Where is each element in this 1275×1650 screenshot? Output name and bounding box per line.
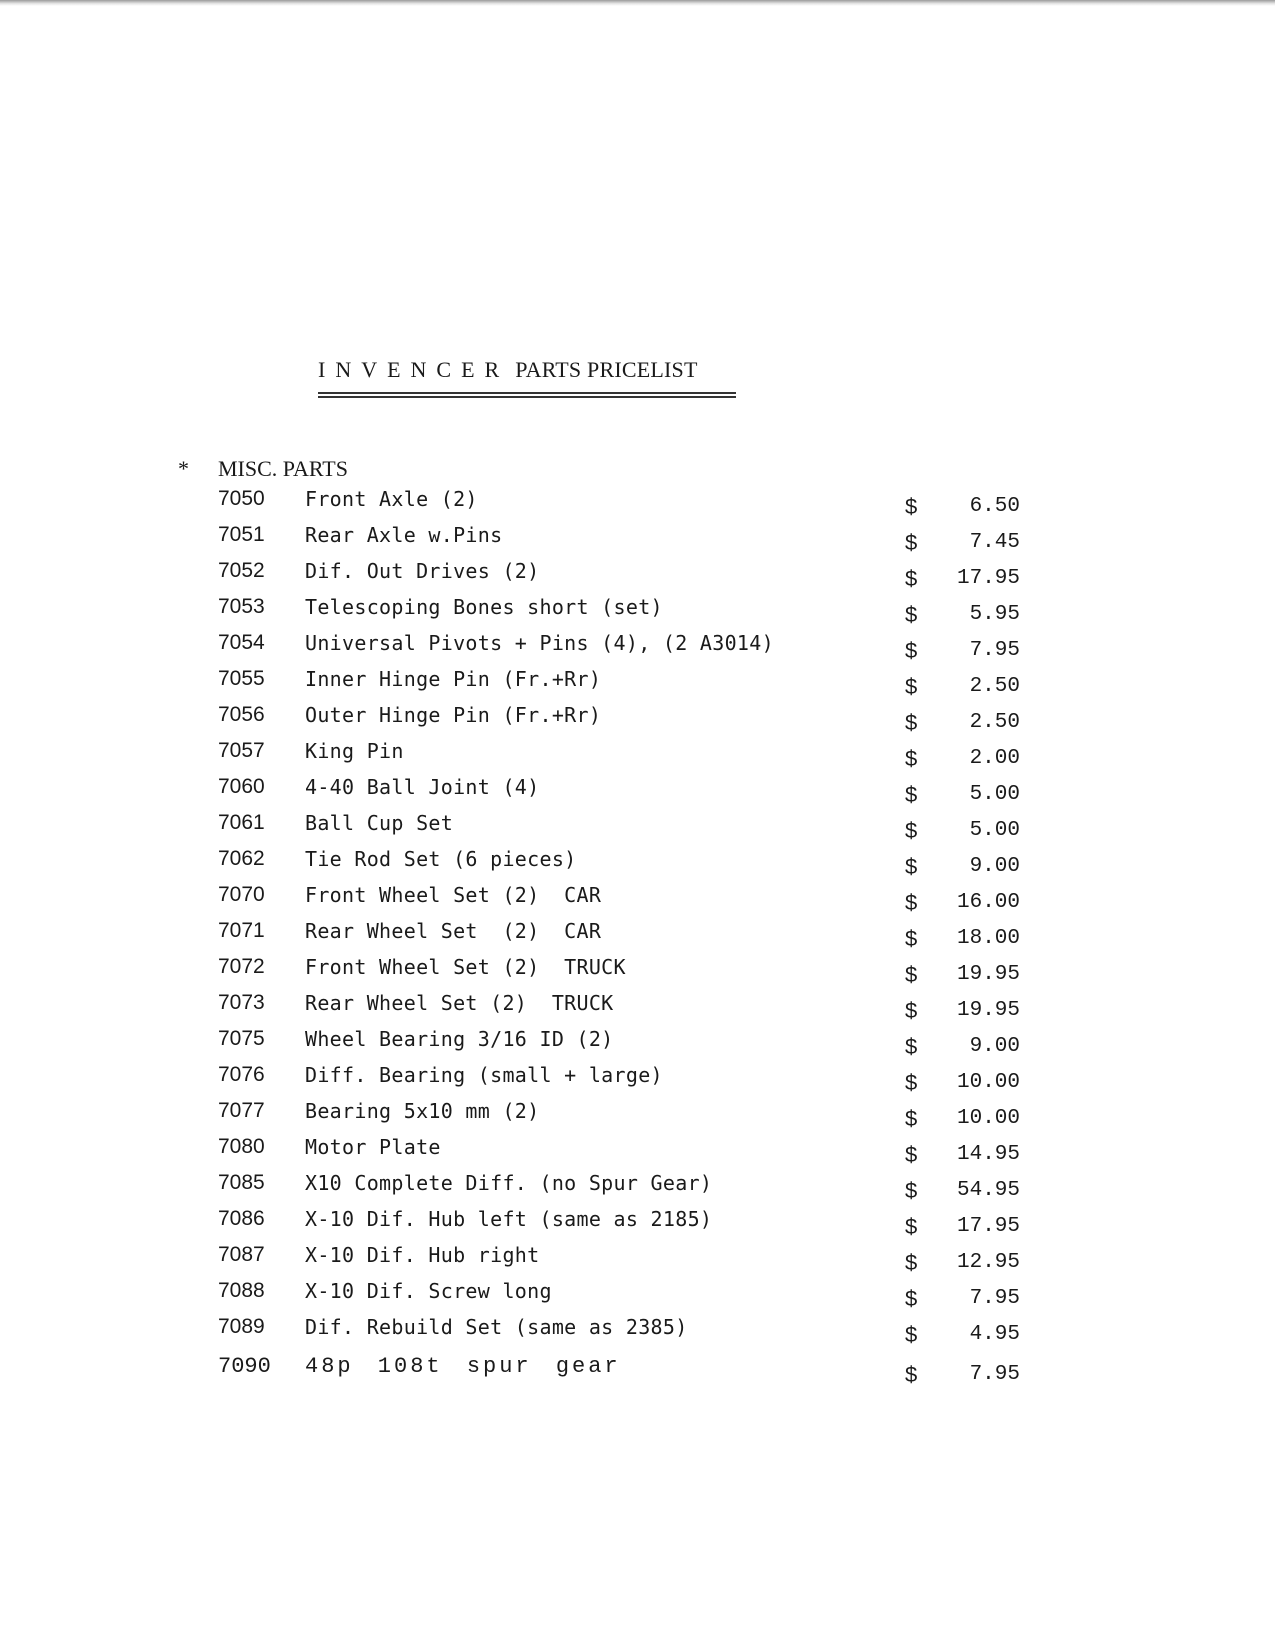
- part-description: X10 Complete Diff. (no Spur Gear): [305, 1171, 713, 1195]
- part-code: 7085: [218, 1171, 265, 1194]
- title-brand: INVENCER: [318, 357, 510, 382]
- part-price: 7.45: [969, 531, 1020, 554]
- part-row: [0, 1350, 1275, 1387]
- part-price: 4.95: [969, 1323, 1020, 1346]
- currency-symbol: $: [905, 818, 918, 843]
- part-code: 7050: [218, 487, 265, 510]
- part-description: Inner Hinge Pin (Fr.+Rr): [305, 667, 602, 691]
- part-code: 7061: [218, 811, 265, 834]
- currency-symbol: $: [905, 1322, 918, 1347]
- part-code: 7076: [218, 1063, 265, 1086]
- part-row: [0, 770, 1275, 807]
- part-price: 54.95: [956, 1179, 1020, 1202]
- part-price: 19.95: [956, 999, 1020, 1022]
- part-description: Ball Cup Set: [305, 811, 454, 835]
- part-price: 7.95: [969, 1287, 1020, 1310]
- part-row: [0, 482, 1275, 519]
- part-description: Front Axle (2): [305, 487, 478, 511]
- part-description: Tie Rod Set (6 pieces): [305, 847, 577, 871]
- part-description: Diff. Bearing (small + large): [305, 1063, 663, 1087]
- part-description: Wheel Bearing 3/16 ID (2): [305, 1027, 614, 1051]
- currency-symbol: $: [905, 1142, 918, 1167]
- part-price: 5.00: [969, 819, 1020, 842]
- part-price: 2.00: [969, 747, 1020, 770]
- part-price: 5.95: [969, 603, 1020, 626]
- part-code: 7090: [218, 1354, 271, 1379]
- part-code: 7057: [218, 739, 265, 762]
- part-code: 7077: [218, 1099, 265, 1122]
- part-price: 7.95: [969, 1363, 1020, 1386]
- part-description: Rear Wheel Set (2) CAR: [305, 919, 602, 943]
- part-description: Front Wheel Set (2) CAR: [305, 883, 602, 907]
- part-price: 17.95: [956, 1215, 1020, 1238]
- currency-symbol: $: [905, 1286, 918, 1311]
- part-code: 7062: [218, 847, 265, 870]
- part-price: 16.00: [956, 891, 1020, 914]
- part-description: Front Wheel Set (2) TRUCK: [305, 955, 626, 979]
- part-row: [0, 1058, 1275, 1095]
- part-row: [0, 1238, 1275, 1275]
- part-row: [0, 1202, 1275, 1239]
- part-code: 7052: [218, 559, 265, 582]
- part-row: [0, 1130, 1275, 1167]
- currency-symbol: $: [905, 1034, 918, 1059]
- currency-symbol: $: [905, 494, 918, 519]
- part-description: 48p 108t spur gear: [305, 1354, 621, 1379]
- currency-symbol: $: [905, 1362, 918, 1387]
- currency-symbol: $: [905, 962, 918, 987]
- part-code: 7056: [218, 703, 265, 726]
- part-description: Motor Plate: [305, 1135, 441, 1159]
- part-row: [0, 1310, 1275, 1347]
- part-row: [0, 698, 1275, 735]
- part-row: [0, 1274, 1275, 1311]
- part-row: [0, 842, 1275, 879]
- part-description: Outer Hinge Pin (Fr.+Rr): [305, 703, 602, 727]
- part-description: Bearing 5x10 mm (2): [305, 1099, 540, 1123]
- part-row: [0, 950, 1275, 987]
- part-price: 5.00: [969, 783, 1020, 806]
- part-price: 9.00: [969, 855, 1020, 878]
- part-description: Dif. Rebuild Set (same as 2385): [305, 1315, 688, 1339]
- currency-symbol: $: [905, 1070, 918, 1095]
- part-description: Telescoping Bones short (set): [305, 595, 663, 619]
- part-code: 7087: [218, 1243, 265, 1266]
- part-code: 7080: [218, 1135, 265, 1158]
- part-price: 18.00: [956, 927, 1020, 950]
- part-code: 7072: [218, 955, 265, 978]
- currency-symbol: $: [905, 854, 918, 879]
- part-code: 7055: [218, 667, 265, 690]
- currency-symbol: $: [905, 1106, 918, 1131]
- part-row: [0, 986, 1275, 1023]
- part-price: 7.95: [969, 639, 1020, 662]
- part-row: [0, 626, 1275, 663]
- part-row: [0, 662, 1275, 699]
- currency-symbol: $: [905, 602, 918, 627]
- part-row: [0, 1022, 1275, 1059]
- currency-symbol: $: [905, 1250, 918, 1275]
- part-description: X-10 Dif. Hub right: [305, 1243, 540, 1267]
- currency-symbol: $: [905, 890, 918, 915]
- part-code: 7075: [218, 1027, 265, 1050]
- part-price: 10.00: [956, 1071, 1020, 1094]
- part-row: [0, 914, 1275, 951]
- currency-symbol: $: [905, 530, 918, 555]
- currency-symbol: $: [905, 674, 918, 699]
- part-description: Universal Pivots + Pins (4), (2 A3014): [305, 631, 774, 655]
- part-description: Rear Wheel Set (2) TRUCK: [305, 991, 614, 1015]
- part-code: 7060: [218, 775, 265, 798]
- part-price: 14.95: [956, 1143, 1020, 1166]
- part-price: 2.50: [969, 711, 1020, 734]
- part-description: X-10 Dif. Screw long: [305, 1279, 552, 1303]
- currency-symbol: $: [905, 1214, 918, 1239]
- part-row: [0, 554, 1275, 591]
- currency-symbol: $: [905, 998, 918, 1023]
- currency-symbol: $: [905, 1178, 918, 1203]
- section-marker: *: [178, 456, 189, 481]
- part-price: 19.95: [956, 963, 1020, 986]
- part-description: X-10 Dif. Hub left (same as 2185): [305, 1207, 713, 1231]
- part-code: 7089: [218, 1315, 265, 1338]
- part-code: 7088: [218, 1279, 265, 1302]
- part-description: Rear Axle w.Pins: [305, 523, 503, 547]
- part-price: 12.95: [956, 1251, 1020, 1274]
- currency-symbol: $: [905, 638, 918, 663]
- currency-symbol: $: [905, 782, 918, 807]
- part-row: [0, 806, 1275, 843]
- currency-symbol: $: [905, 710, 918, 735]
- part-price: 2.50: [969, 675, 1020, 698]
- part-row: [0, 1166, 1275, 1203]
- part-description: Dif. Out Drives (2): [305, 559, 540, 583]
- part-code: 7073: [218, 991, 265, 1014]
- part-description: King Pin: [305, 739, 404, 763]
- currency-symbol: $: [905, 926, 918, 951]
- part-row: [0, 878, 1275, 915]
- part-row: [0, 1094, 1275, 1131]
- part-description: 4-40 Ball Joint (4): [305, 775, 540, 799]
- part-row: [0, 518, 1275, 555]
- part-code: 7086: [218, 1207, 265, 1230]
- part-price: 10.00: [956, 1107, 1020, 1130]
- part-row: [0, 734, 1275, 771]
- part-code: 7051: [218, 523, 265, 546]
- part-code: 7071: [218, 919, 265, 942]
- part-code: 7053: [218, 595, 265, 618]
- part-code: 7054: [218, 631, 265, 654]
- part-code: 7070: [218, 883, 265, 906]
- title-rest: PARTS PRICELIST: [515, 357, 698, 382]
- part-price: 9.00: [969, 1035, 1020, 1058]
- part-price: 17.95: [956, 567, 1020, 590]
- part-row: [0, 590, 1275, 627]
- currency-symbol: $: [905, 746, 918, 771]
- part-price: 6.50: [969, 495, 1020, 518]
- currency-symbol: $: [905, 566, 918, 591]
- section-label: MISC. PARTS: [218, 456, 348, 481]
